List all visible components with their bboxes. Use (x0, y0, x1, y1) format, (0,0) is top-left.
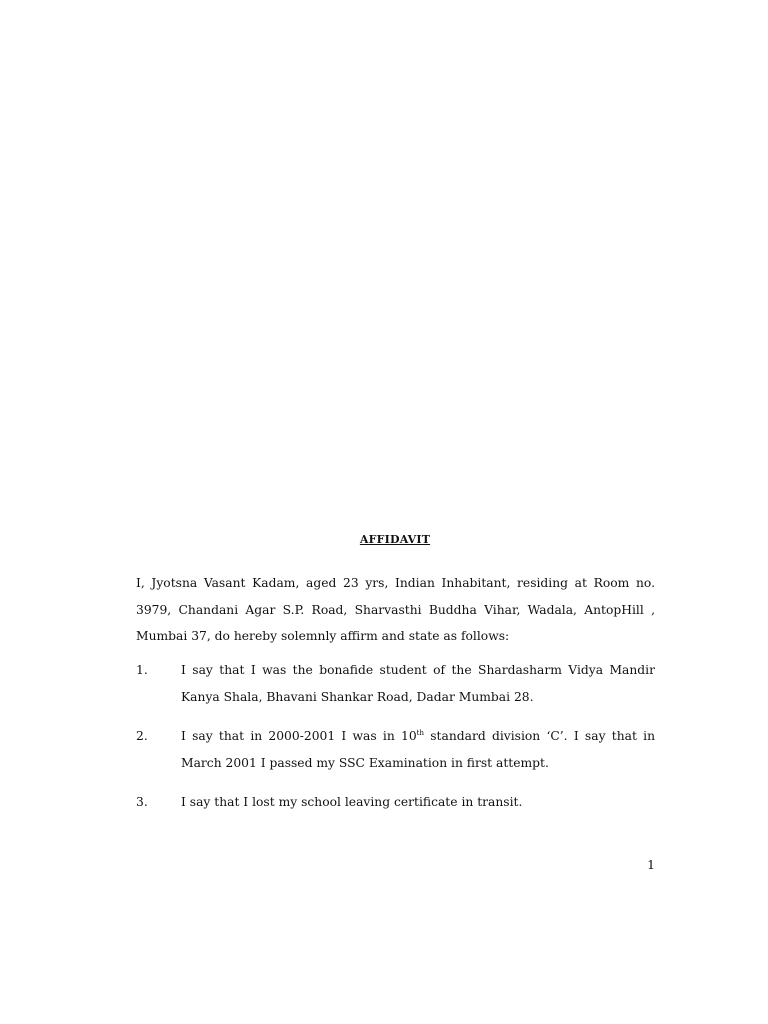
paragraph-text-part: I say that in 2000-2001 I was in 10 (181, 729, 417, 743)
page-number: 1 (647, 858, 655, 872)
paragraph-text-part: standard division ‘C’. I say that in March 2001 I passed my SSC Examination in first attempt. (181, 729, 655, 770)
paragraph-text: I say that I lost my school leaving certificate in transit. (181, 795, 523, 809)
paragraph-number: 2. (136, 729, 148, 743)
numbered-paragraph-3 (136, 789, 655, 816)
ordinal-superscript: th (416, 729, 424, 737)
document-title: AFFIDAVIT (359, 533, 431, 546)
numbered-paragraph-1 (136, 657, 655, 710)
intro-paragraph: I, Jyotsna Vasant Kadam, aged 23 yrs, Indian Inhabitant, residing at Room no. 3979, Chandani Agar S.P. Road, Sharvasthi Buddha Vihar, Wadala, AntopHill , Mumbai 37, do hereby solemnly affirm and state as follows: (136, 576, 655, 643)
numbered-paragraph-2 (136, 723, 655, 776)
paragraph-text: I say that I was the bonafide student of the Shardasharm Vidya Mandir Kanya Shala, Bhavani Shankar Road, Dadar Mumbai 28. (181, 663, 655, 704)
paragraph-number: 1. (136, 663, 148, 677)
paragraph-number: 3. (136, 795, 148, 809)
paragraph-text (181, 723, 655, 776)
